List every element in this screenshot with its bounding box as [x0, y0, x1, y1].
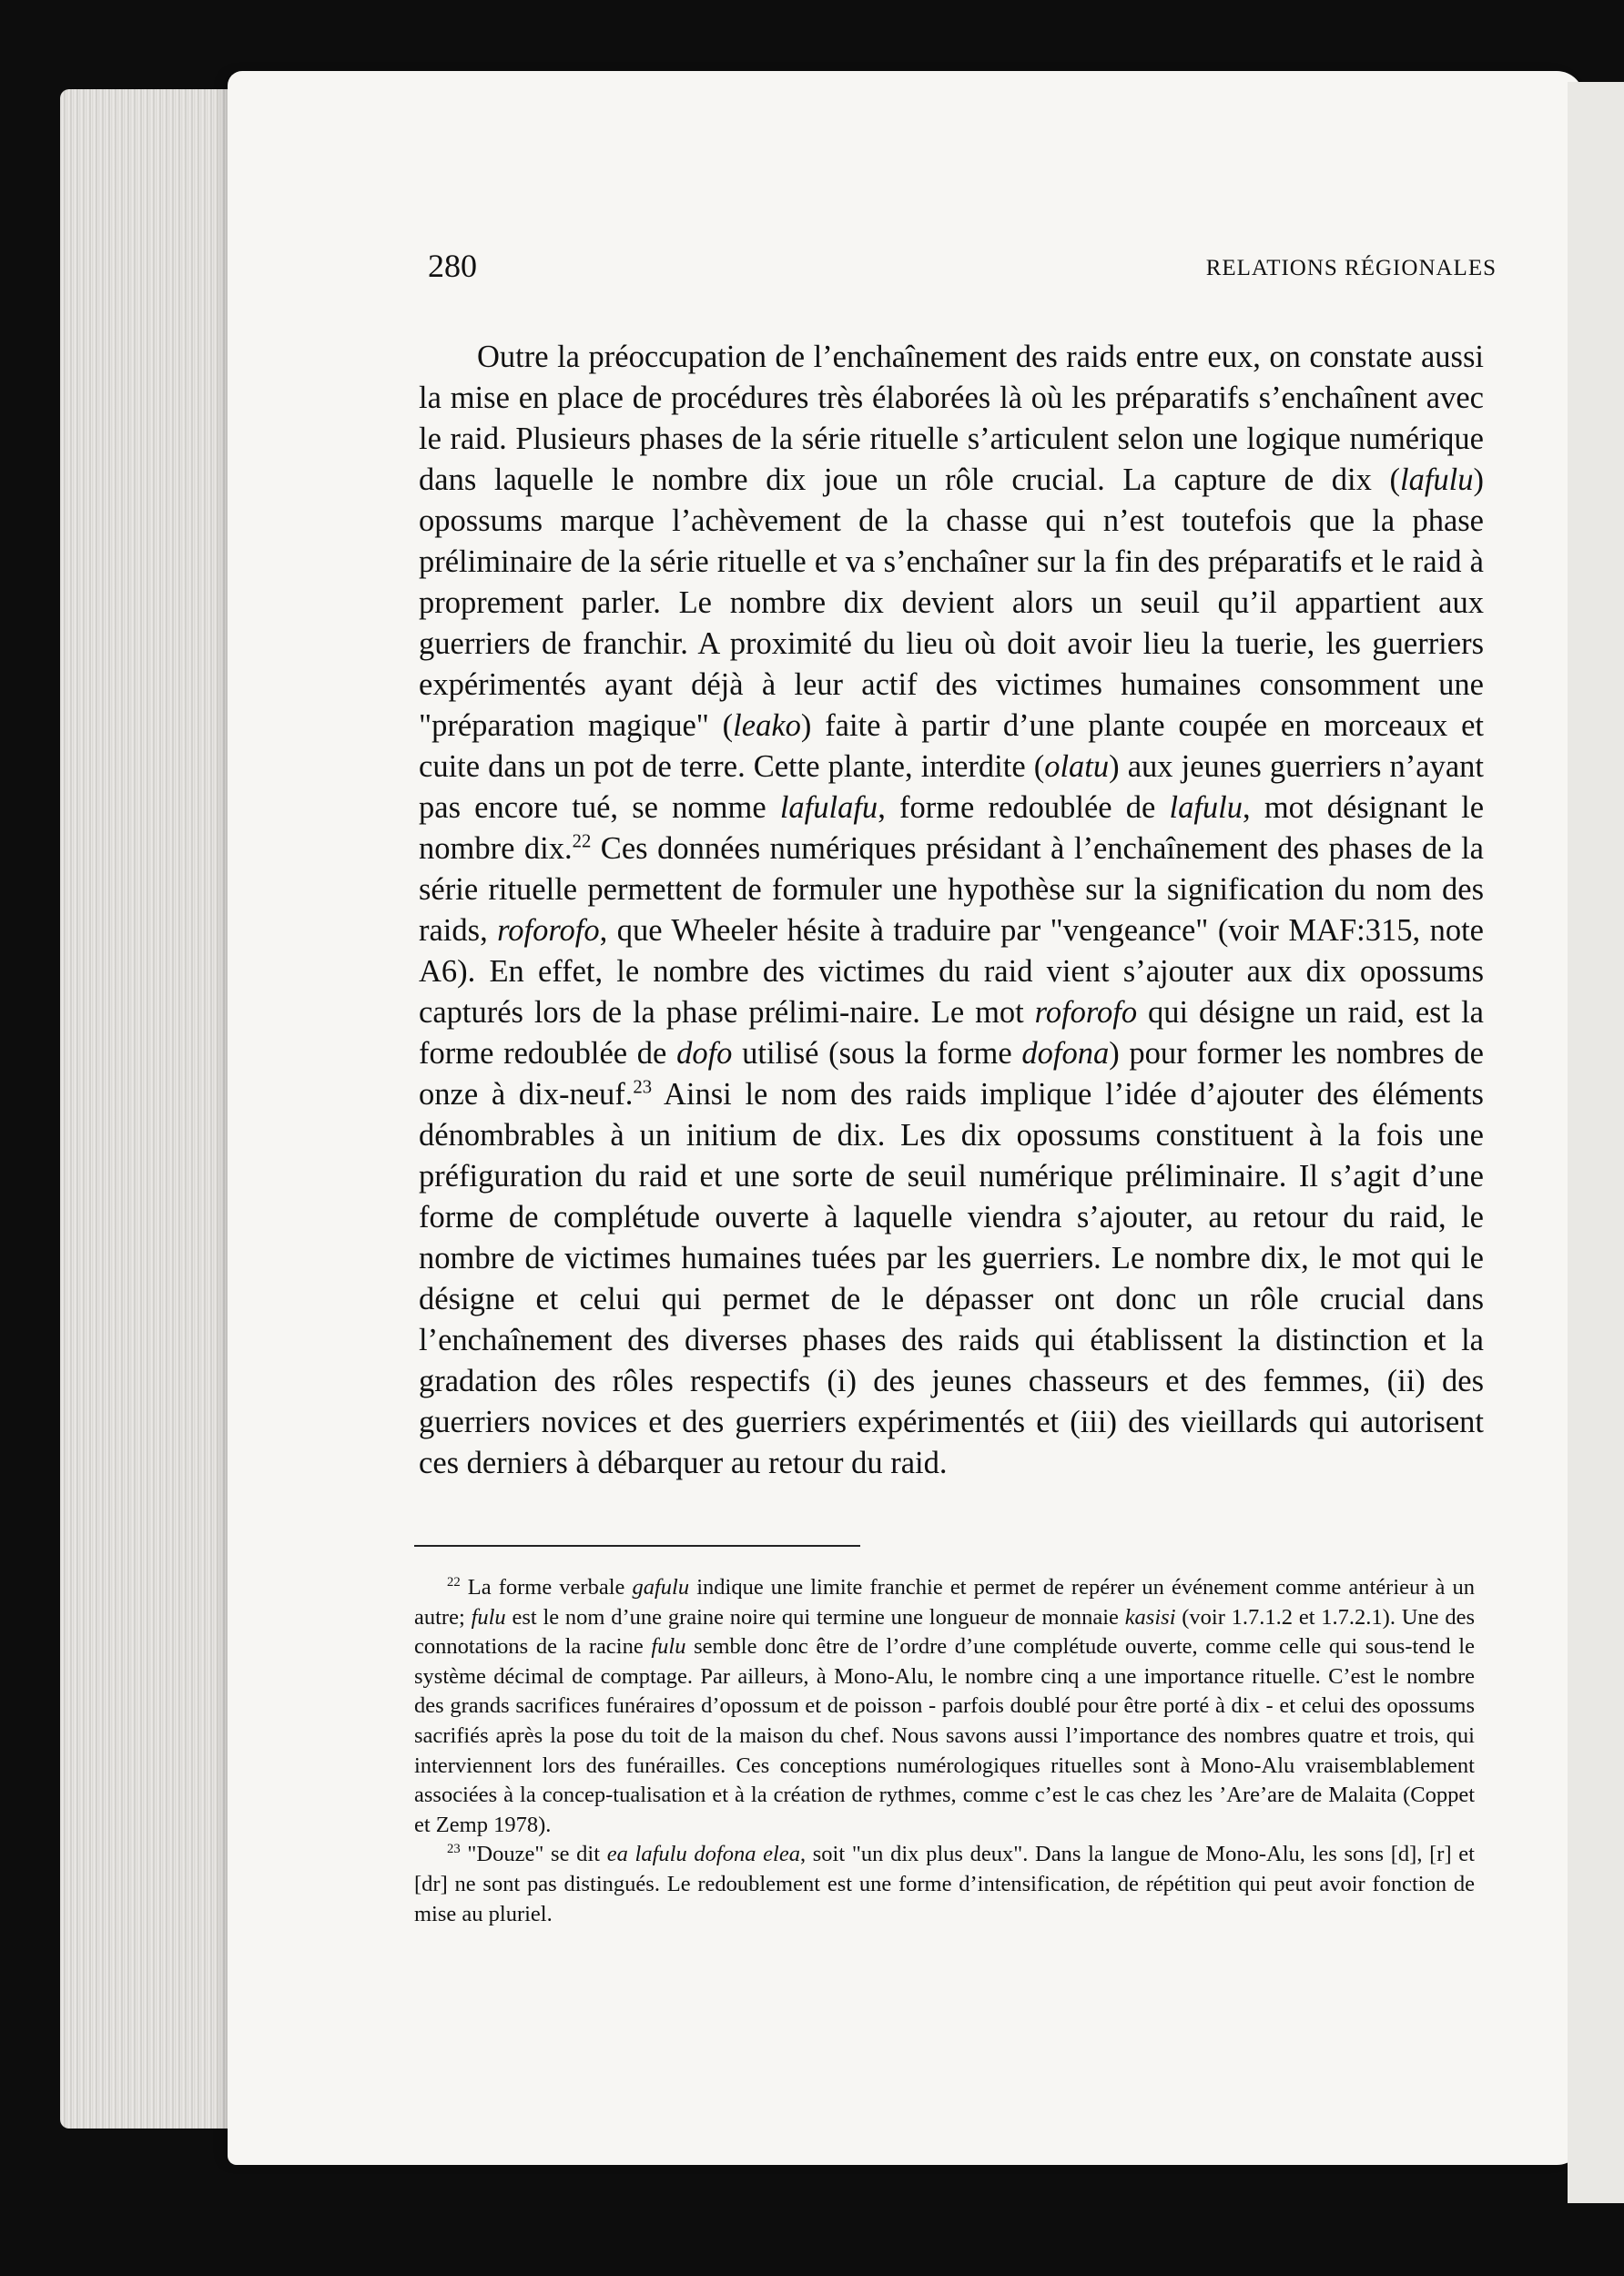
footnote-ref-23[interactable]: 23: [633, 1077, 653, 1098]
italic-term: olatu: [1044, 749, 1110, 784]
text-run: Ainsi le nom des raids implique l’idée d’ajouter des éléments dénombrables à un initium de dix. Les dix opossums constituent à la fois une préfiguration du raid et une sorte de seuil numérique préliminaire. Il s’agit d’une forme de complétude ouverte à laquelle viendra s’ajouter, au retour du raid, le nombre de victimes humaines tuées par les guerriers. Le nombre dix, le mot qui le désigne et celui qui permet de le dépasser ont donc un rôle crucial dans l’enchaînement des diverses phases des raids qui établissent la distinction et la gradation des rôles respectifs (i) des jeunes chasseurs et des femmes, (ii) des guerriers novices et des guerriers expérimentés et (iii) des vieillards qui autorisent ces derniers à débarquer au retour du raid.: [419, 1077, 1484, 1480]
text-run: , que Wheeler hésite à traduire par "vengeance" (voir MAF:315, note A6). En effet, le nombre des victimes du raid vient s’ajouter aux dix opossums capturés lors de la phase prélimi-naire. Le mot: [419, 913, 1484, 1030]
text-run: , mot désignant le nombre dix.: [419, 790, 1485, 866]
text-run: Outre la préoccupation de l’enchaînement des raids entre eux, on constate aussi la mise en place de procédures très élaborées là où les préparatifs s’enchaînent avec le raid. Plusieurs phases de la série rituelle s’articulent selon une logique numérique dans laquelle le nombre dix joue un rôle crucial. La capture de dix (: [419, 340, 1484, 497]
body-paragraph: [419, 337, 1484, 1484]
footnote-22: [414, 1573, 1475, 1840]
page-number: 280: [428, 248, 477, 284]
text-run: ) aux jeunes guerriers n’ayant pas encore tué, se nomme: [419, 749, 1484, 825]
text-run: qui désigne un raid, est la forme redoublée de: [419, 995, 1484, 1071]
footnote-separator: [414, 1545, 860, 1547]
italic-term: kasisi: [1124, 1604, 1176, 1630]
text-run: indique une limite franchie et permet de repérer un événement comme antérieur à un autre;: [414, 1575, 1475, 1630]
facing-page-edge: [1568, 82, 1624, 2203]
text-run: ) opossums marque l’achèvement de la chasse qui n’est toutefois que la phase préliminaire de la série rituelle et va s’enchaîner sur la fin des préparatifs et le raid à proprement parler. Le nombre dix devient alors un seuil qu’il appartient aux guerriers de franchir. A proximité du lieu où doit avoir lieu la tuerie, les guerriers expérimentés ayant déjà à leur actif des victimes humaines consomment une "préparation magique" (: [419, 462, 1484, 743]
text-run: Ces données numériques présidant à l’enchaînement des phases de la série rituelle permettent de formuler une hypothèse sur la signification du nom des raids,: [419, 831, 1484, 948]
footnote-number: 22: [447, 1574, 461, 1590]
text-run: utilisé (sous la forme: [732, 1036, 1022, 1071]
footnote-23: [414, 1840, 1475, 1929]
italic-term: dofona: [1021, 1036, 1110, 1071]
text-run: La forme verbale: [467, 1575, 633, 1600]
text-run: , soit "un dix plus deux". Dans la langue de Mono-Alu, les sons [d], [r] et [dr] ne sont pas distingués. Le redoublement est une forme d’intensification, de répétition qui peut avoir fonction de mise au pluriel.: [414, 1842, 1475, 1926]
text-run: est le nom d’une graine noire qui termine une longueur de monnaie: [505, 1604, 1125, 1630]
text-run: semble donc être de l’ordre d’une complétude ouverte, comme celle qui sous-tend le système décimal de comptage. Par ailleurs, à Mono-Alu, le nombre cinq a une importance rituelle. C’est le nombre des grands sacrifices funéraires d’opossum et de poisson - parfois doublé pour être porté à dix - et celui des opossums sacrifiés après la pose du toit de la maison du chef. Nous savons aussi l’importance des nombres quatre et trois, qui interviennent lors des funérailles. Ces conceptions numérologiques rituelles sont à Mono-Alu vraisemblablement associées à la concep-tualisation et à la création de rythmes, comme c’est le cas chez les ’Are’are de Malaita (Coppet et Zemp 1978).: [414, 1634, 1475, 1837]
italic-term: dofo: [676, 1036, 733, 1071]
footnotes: [414, 1573, 1475, 1929]
italic-term: lafulu: [1169, 790, 1243, 825]
italic-term: lafulu: [1399, 462, 1474, 497]
italic-term: gafulu: [632, 1575, 690, 1600]
italic-term: fulu: [471, 1604, 506, 1630]
text-run: ) pour former les nombres de onze à dix-neuf.: [419, 1036, 1484, 1112]
italic-term: ea lafulu dofona elea: [606, 1842, 800, 1867]
italic-term: roforofo: [1034, 995, 1138, 1030]
italic-term: roforofo: [497, 913, 600, 948]
italic-term: fulu: [651, 1634, 686, 1660]
footnote-number: 23: [447, 1842, 461, 1857]
text-run: "Douze" se dit: [467, 1842, 607, 1867]
italic-term: lafulafu: [779, 790, 878, 825]
footnote-ref-22[interactable]: 22: [572, 831, 592, 852]
text-run: , forme redoublée de: [878, 790, 1170, 825]
running-head: RELATIONS RÉGIONALES: [1205, 256, 1497, 280]
text-run: ) faite à partir d’une plante coupée en morceaux et cuite dans un pot de terre. Cette plante, interdite (: [419, 708, 1484, 784]
text-run: (voir 1.7.1.2 et 1.7.2.1). Une des connotations de la racine: [414, 1604, 1475, 1660]
italic-term: leako: [733, 708, 801, 743]
